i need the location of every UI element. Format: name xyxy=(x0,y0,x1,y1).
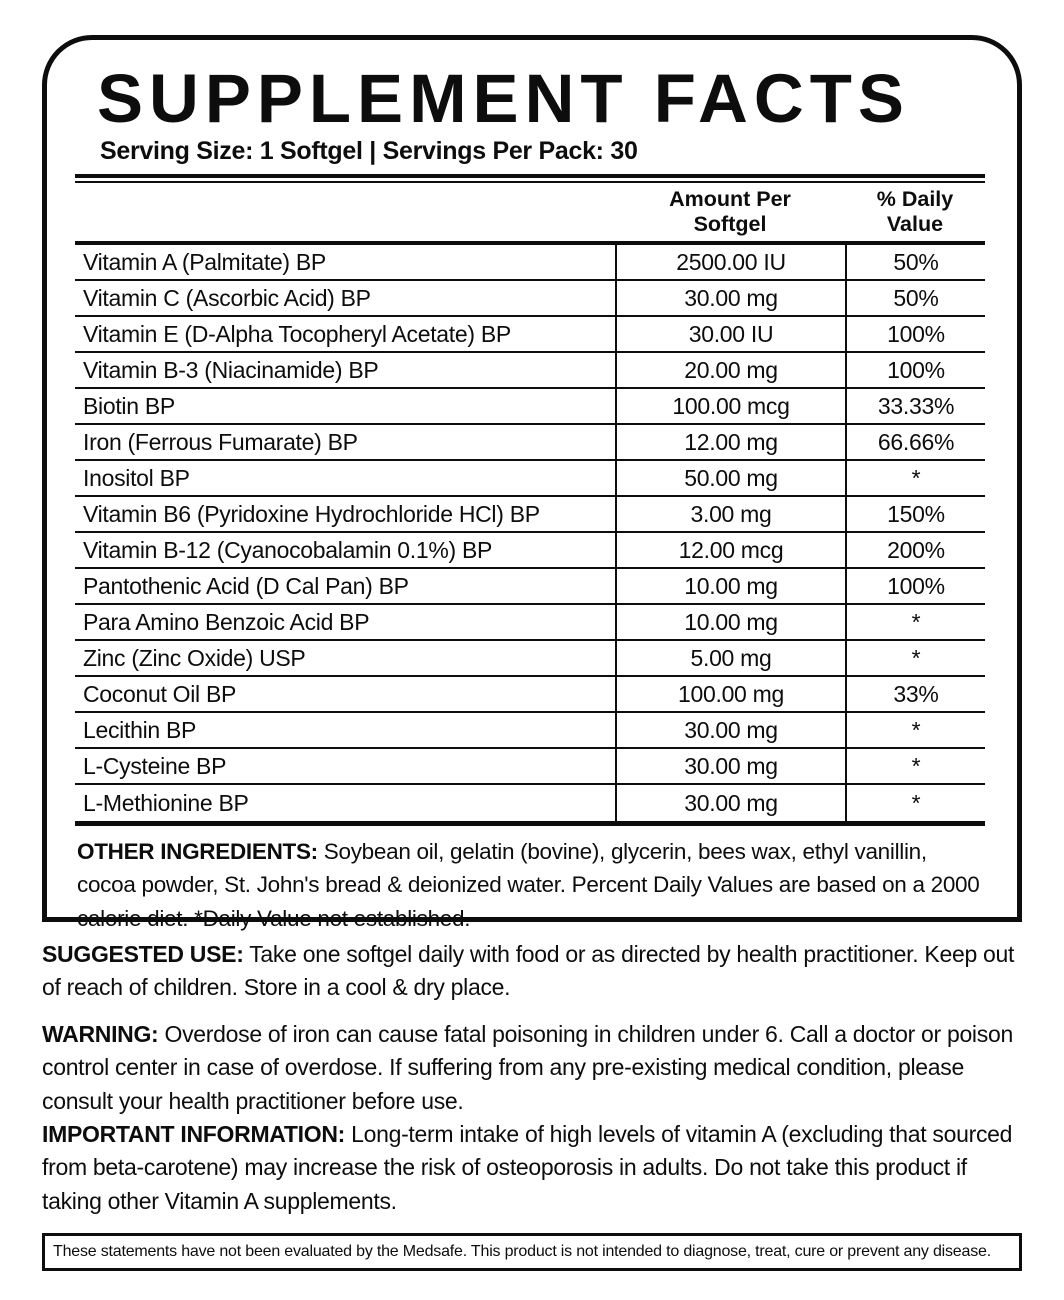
table-row xyxy=(75,785,985,821)
amount-header-line2: Softgel xyxy=(693,212,767,236)
amount-cell: 30.00 mg xyxy=(615,281,845,315)
amount-cell: 2500.00 IU xyxy=(615,245,845,279)
daily-value-cell: * xyxy=(845,713,985,747)
important-info-text: Long-term intake of high levels of vitamin A (excluding that sourced from beta-carotene) may increase the risk of osteoporosis in adults. Do not take this product if taking other Vitamin A supplements. xyxy=(42,1121,1013,1214)
ingredient-name-cell: Para Amino Benzoic Acid BP xyxy=(83,608,370,635)
important-info-paragraph xyxy=(42,1118,1032,1218)
amount-column-header xyxy=(615,187,845,236)
warning-text: Overdose of iron can cause fatal poisoning in children under 6. Call a doctor or poison control center in case of overdose. If suffering from any pre-existing medical condition, please consult your health practitioner before use. xyxy=(42,1021,1013,1114)
disclaimer-text: These statements have not been evaluated by the Medsafe. This product is not intended to diagnose, treat, cure or prevent any disease. xyxy=(53,1243,991,1260)
ingredient-name-cell: Lecithin BP xyxy=(83,716,197,743)
amount-cell: 100.00 mg xyxy=(615,677,845,711)
ingredient-name-cell: Pantothenic Acid (D Cal Pan) BP xyxy=(83,572,409,599)
other-ingredients-label: OTHER INGREDIENTS: xyxy=(77,839,318,864)
ingredient-name-cell: L-Methionine BP xyxy=(83,789,249,816)
amount-cell: 50.00 mg xyxy=(615,461,845,495)
daily-value-cell: 100% xyxy=(845,569,985,603)
amount-header-line1: Amount Per xyxy=(669,187,791,212)
daily-value-cell: 33% xyxy=(845,677,985,711)
daily-value-cell: 50% xyxy=(845,281,985,315)
daily-value-cell: 100% xyxy=(845,317,985,351)
ingredient-name-cell: Iron (Ferrous Fumarate) BP xyxy=(83,428,358,455)
amount-cell: 12.00 mg xyxy=(615,425,845,459)
table-row xyxy=(75,713,985,749)
ingredient-name-cell: Vitamin B6 (Pyridoxine Hydrochloride HCl) BP xyxy=(83,500,540,527)
facts-table-body xyxy=(75,245,985,821)
supplement-facts-panel xyxy=(42,35,1022,931)
table-row xyxy=(75,461,985,497)
daily-value-cell: * xyxy=(845,749,985,783)
warning-label: WARNING: xyxy=(42,1021,159,1047)
table-row xyxy=(75,425,985,461)
amount-cell: 10.00 mg xyxy=(615,605,845,639)
other-ingredients-text: Soybean oil, gelatin (bovine), glycerin, bees wax, ethyl vanillin, cocoa powder, St. John's bread & deionized water. Percent Daily Values are based on a 2000 calorie diet. *Daily Value not established. xyxy=(77,839,980,931)
table-row xyxy=(75,605,985,641)
ingredient-name-cell: Zinc (Zinc Oxide) USP xyxy=(83,644,306,671)
table-row xyxy=(75,677,985,713)
table-row xyxy=(75,245,985,281)
amount-cell: 5.00 mg xyxy=(615,641,845,675)
suggested-use-text: Take one softgel daily with food or as directed by health practitioner. Keep out of reach of children. Store in a cool & dry place. xyxy=(42,941,1015,1001)
table-header-row xyxy=(75,183,985,241)
daily-value-cell: * xyxy=(845,461,985,495)
table-top-rule xyxy=(75,174,985,183)
amount-cell: 10.00 mg xyxy=(615,569,845,603)
amount-cell: 30.00 mg xyxy=(615,749,845,783)
table-row xyxy=(75,569,985,605)
dv-header-line1: % Daily xyxy=(876,187,954,212)
suggested-use-paragraph xyxy=(42,938,1032,1005)
amount-cell: 30.00 IU xyxy=(615,317,845,351)
daily-value-cell: 50% xyxy=(845,245,985,279)
ingredient-name-cell: Vitamin E (D-Alpha Tocopheryl Acetate) BP xyxy=(83,320,511,347)
ingredient-name-cell: Inositol BP xyxy=(83,464,190,491)
amount-cell: 20.00 mg xyxy=(615,353,845,387)
daily-value-column-header xyxy=(845,187,985,236)
ingredient-name-cell: Vitamin B-3 (Niacinamide) BP xyxy=(83,356,379,383)
table-row xyxy=(75,749,985,785)
table-row xyxy=(75,389,985,425)
suggested-use-label: SUGGESTED USE: xyxy=(42,941,244,967)
daily-value-cell: * xyxy=(845,641,985,675)
table-row xyxy=(75,317,985,353)
dv-header-line2: Value xyxy=(886,212,944,236)
table-row xyxy=(75,497,985,533)
ingredient-name-cell: Vitamin C (Ascorbic Acid) BP xyxy=(83,284,371,311)
daily-value-cell: * xyxy=(845,785,985,821)
table-row xyxy=(75,533,985,569)
amount-cell: 30.00 mg xyxy=(615,713,845,747)
warning-paragraph xyxy=(42,1018,1032,1118)
table-row xyxy=(75,353,985,389)
amount-cell: 30.00 mg xyxy=(615,785,845,821)
table-row xyxy=(75,641,985,677)
panel-title: SUPPLEMENT FACTS xyxy=(97,60,910,137)
daily-value-cell: 150% xyxy=(845,497,985,531)
important-info-label: IMPORTANT INFORMATION: xyxy=(42,1121,346,1147)
serving-size-line: Serving Size: 1 Softgel | Servings Per Pack: 30 xyxy=(100,137,638,165)
ingredient-name-cell: Vitamin A (Palmitate) BP xyxy=(83,248,326,275)
daily-value-cell: 33.33% xyxy=(845,389,985,423)
ingredient-name-cell: L-Cysteine BP xyxy=(83,752,227,779)
daily-value-cell: * xyxy=(845,605,985,639)
ingredient-name-cell: Vitamin B-12 (Cyanocobalamin 0.1%) BP xyxy=(83,536,493,563)
amount-cell: 12.00 mcg xyxy=(615,533,845,567)
facts-table xyxy=(75,174,985,826)
disclaimer-box xyxy=(42,1233,1022,1271)
ingredient-name-cell: Coconut Oil BP xyxy=(83,680,237,707)
ingredient-name-cell: Biotin BP xyxy=(83,392,175,419)
table-row xyxy=(75,281,985,317)
amount-cell: 100.00 mcg xyxy=(615,389,845,423)
daily-value-cell: 66.66% xyxy=(845,425,985,459)
daily-value-cell: 200% xyxy=(845,533,985,567)
other-ingredients-paragraph xyxy=(75,826,987,935)
daily-value-cell: 100% xyxy=(845,353,985,387)
amount-cell: 3.00 mg xyxy=(615,497,845,531)
